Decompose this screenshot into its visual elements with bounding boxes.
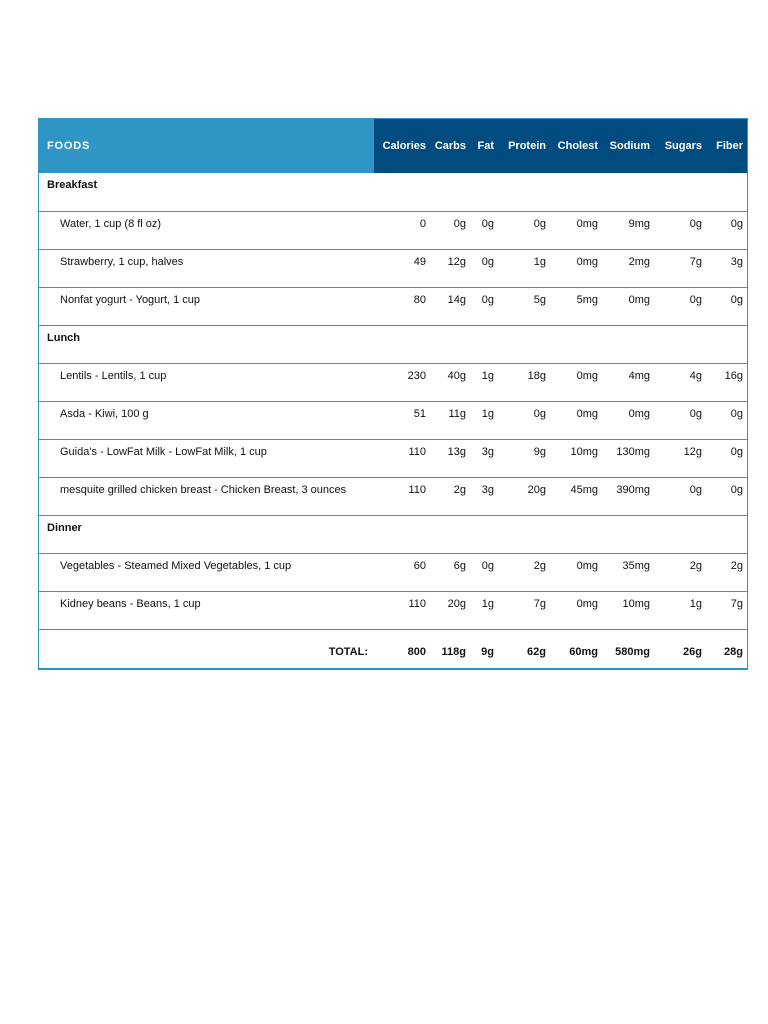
- food-row: [39, 553, 747, 591]
- total-row: [39, 629, 747, 668]
- food-sodium: 35mg: [602, 553, 654, 591]
- total-fat: 9g: [481, 645, 494, 658]
- food-calories: 49: [374, 249, 430, 287]
- food-cholest: 0mg: [550, 363, 602, 401]
- food-fat: 1g: [470, 591, 498, 629]
- food-cholest: 0mg: [550, 211, 602, 249]
- food-name: Vegetables - Steamed Mixed Vegetables, 1 cup: [39, 553, 374, 591]
- food-carbs: 12g: [430, 249, 470, 287]
- food-cholest: 0mg: [550, 401, 602, 439]
- food-name: Kidney beans - Beans, 1 cup: [39, 591, 374, 629]
- food-calories: 110: [374, 477, 430, 515]
- food-protein: 7g: [498, 591, 550, 629]
- food-protein: 0g: [498, 401, 550, 439]
- food-row: [39, 211, 747, 249]
- food-carbs: 0g: [430, 211, 470, 249]
- food-protein: 5g: [498, 287, 550, 325]
- nutrition-table: [39, 119, 747, 668]
- food-sodium: 10mg: [602, 591, 654, 629]
- total-sodium: 580mg: [615, 645, 650, 658]
- food-row: [39, 363, 747, 401]
- column-header-fat: Fat: [470, 119, 498, 173]
- food-protein: 2g: [498, 553, 550, 591]
- food-calories: 60: [374, 553, 430, 591]
- food-sugars: 1g: [654, 591, 706, 629]
- food-sugars: 4g: [654, 363, 706, 401]
- food-sugars: 12g: [654, 439, 706, 477]
- food-sodium: 0mg: [602, 401, 654, 439]
- food-sugars: 0g: [654, 211, 706, 249]
- food-fat: 0g: [470, 553, 498, 591]
- food-sodium: 2mg: [602, 249, 654, 287]
- header-row: [39, 119, 747, 173]
- food-name: Strawberry, 1 cup, halves: [39, 249, 374, 287]
- food-carbs: 2g: [430, 477, 470, 515]
- food-row: [39, 401, 747, 439]
- food-protein: 1g: [498, 249, 550, 287]
- food-calories: 51: [374, 401, 430, 439]
- meal-section-breakfast: [39, 173, 747, 211]
- food-row: [39, 287, 747, 325]
- food-sodium: 130mg: [602, 439, 654, 477]
- column-header-cholest: Cholest: [550, 119, 602, 173]
- food-calories: 110: [374, 591, 430, 629]
- total-cholest: 60mg: [569, 645, 598, 658]
- food-row: [39, 249, 747, 287]
- food-sodium: 0mg: [602, 287, 654, 325]
- food-cholest: 45mg: [550, 477, 602, 515]
- food-sugars: 0g: [654, 287, 706, 325]
- column-header-protein: Protein: [498, 119, 550, 173]
- meal-section-label: Dinner: [39, 515, 747, 553]
- food-fiber: 0g: [706, 401, 747, 439]
- food-cholest: 5mg: [550, 287, 602, 325]
- food-fat: 3g: [470, 477, 498, 515]
- food-fat: 0g: [470, 211, 498, 249]
- food-calories: 230: [374, 363, 430, 401]
- food-carbs: 40g: [430, 363, 470, 401]
- food-sugars: 7g: [654, 249, 706, 287]
- food-fat: 0g: [470, 287, 498, 325]
- food-carbs: 6g: [430, 553, 470, 591]
- food-protein: 18g: [498, 363, 550, 401]
- column-header-foods: FOODS: [39, 119, 374, 173]
- food-fat: 3g: [470, 439, 498, 477]
- food-name: Lentils - Lentils, 1 cup: [39, 363, 374, 401]
- food-fiber: 0g: [706, 287, 747, 325]
- food-carbs: 13g: [430, 439, 470, 477]
- column-header-sugars: Sugars: [654, 119, 706, 173]
- food-cholest: 0mg: [550, 553, 602, 591]
- column-header-calories: Calories: [374, 119, 430, 173]
- food-carbs: 14g: [430, 287, 470, 325]
- food-row: [39, 591, 747, 629]
- food-protein: 20g: [498, 477, 550, 515]
- column-header-sodium: Sodium: [602, 119, 654, 173]
- food-name: Asda - Kiwi, 100 g: [39, 401, 374, 439]
- food-sugars: 0g: [654, 401, 706, 439]
- food-sodium: 9mg: [602, 211, 654, 249]
- food-carbs: 20g: [430, 591, 470, 629]
- food-protein: 0g: [498, 211, 550, 249]
- total-calories: 800: [407, 645, 426, 658]
- total-label: TOTAL:: [328, 645, 368, 658]
- food-cholest: 10mg: [550, 439, 602, 477]
- food-fiber: 0g: [706, 477, 747, 515]
- food-name: mesquite grilled chicken breast - Chicken Breast, 3 ounces: [39, 477, 374, 515]
- meal-section-label: Breakfast: [39, 173, 747, 211]
- total-protein: 62g: [527, 645, 546, 658]
- food-calories: 80: [374, 287, 430, 325]
- food-protein: 9g: [498, 439, 550, 477]
- food-fiber: 16g: [706, 363, 747, 401]
- meal-section-dinner: [39, 515, 747, 553]
- food-fat: 0g: [470, 249, 498, 287]
- food-sugars: 0g: [654, 477, 706, 515]
- food-calories: 0: [374, 211, 430, 249]
- food-diary-report: [38, 118, 748, 670]
- food-name: Nonfat yogurt - Yogurt, 1 cup: [39, 287, 374, 325]
- food-sodium: 4mg: [602, 363, 654, 401]
- column-header-carbs: Carbs: [430, 119, 470, 173]
- total-carbs: 118g: [441, 645, 466, 658]
- meal-section-lunch: [39, 325, 747, 363]
- food-name: Water, 1 cup (8 fl oz): [39, 211, 374, 249]
- food-fiber: 0g: [706, 211, 747, 249]
- table-body: [39, 173, 747, 629]
- food-fiber: 3g: [706, 249, 747, 287]
- food-sugars: 2g: [654, 553, 706, 591]
- food-carbs: 11g: [430, 401, 470, 439]
- food-sodium: 390mg: [602, 477, 654, 515]
- food-fiber: 2g: [706, 553, 747, 591]
- total-fiber: 28g: [724, 645, 743, 658]
- food-cholest: 0mg: [550, 249, 602, 287]
- meal-section-label: Lunch: [39, 325, 747, 363]
- food-fat: 1g: [470, 401, 498, 439]
- food-cholest: 0mg: [550, 591, 602, 629]
- food-fat: 1g: [470, 363, 498, 401]
- food-fiber: 0g: [706, 439, 747, 477]
- food-fiber: 7g: [706, 591, 747, 629]
- column-header-fiber: Fiber: [706, 119, 747, 173]
- food-row: [39, 477, 747, 515]
- food-name: Guida's - LowFat Milk - LowFat Milk, 1 cup: [39, 439, 374, 477]
- food-calories: 110: [374, 439, 430, 477]
- food-row: [39, 439, 747, 477]
- total-sugars: 26g: [683, 645, 702, 658]
